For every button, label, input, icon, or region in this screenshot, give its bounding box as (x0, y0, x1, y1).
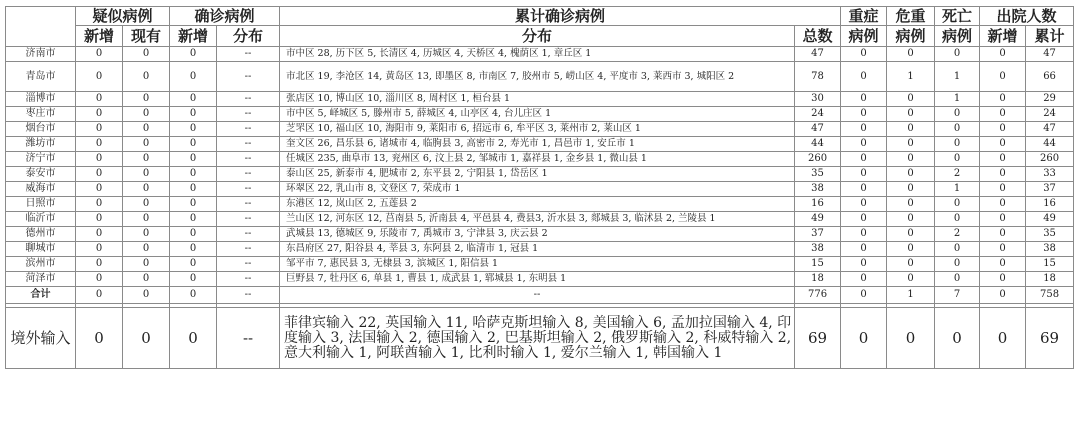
discharged-cumulative: 24 (1026, 107, 1074, 122)
header-cumulative-distribution: 分布 (280, 26, 795, 47)
total-confirmed-distribution: -- (217, 287, 280, 304)
discharged-new: 0 (980, 47, 1026, 62)
death-count: 1 (935, 62, 980, 92)
discharged-cumulative: 260 (1026, 152, 1074, 167)
death-count: 0 (935, 272, 980, 287)
critical-count: 0 (887, 197, 935, 212)
severe-count: 0 (841, 212, 887, 227)
total-suspected-new: 0 (76, 287, 123, 304)
discharged-new: 0 (980, 227, 1026, 242)
suspected-current: 0 (123, 122, 170, 137)
discharged-cumulative: 16 (1026, 197, 1074, 212)
total-discharged-new: 0 (980, 287, 1026, 304)
suspected-current: 0 (123, 107, 170, 122)
discharged-cumulative: 49 (1026, 212, 1074, 227)
suspected-current: 0 (123, 272, 170, 287)
city-rows (6, 47, 1074, 287)
suspected-new: 0 (76, 167, 123, 182)
overseas-death: 0 (935, 308, 980, 369)
discharged-cumulative: 47 (1026, 122, 1074, 137)
confirmed-distribution: -- (217, 257, 280, 272)
death-count: 0 (935, 47, 980, 62)
discharged-cumulative: 66 (1026, 62, 1074, 92)
death-count: 1 (935, 182, 980, 197)
death-count: 0 (935, 152, 980, 167)
suspected-current: 0 (123, 242, 170, 257)
city-name: 烟台市 (6, 122, 76, 137)
total-count: 44 (795, 137, 841, 152)
header-death: 死亡 (935, 7, 980, 26)
total-confirmed-new: 0 (170, 287, 217, 304)
total-count: 78 (795, 62, 841, 92)
confirmed-new: 0 (170, 47, 217, 62)
overseas-distribution: 菲律宾输入 22, 英国输入 11, 哈萨克斯坦输入 8, 美国输入 6, 孟加拉国输入 4, 印度输入 3, 法国输入 2, 德国输入 2, 巴基斯坦输入 2, 俄罗斯输入 2, 科威特输入 2, 意大利输入 1, 阿联酋输入 1, 比利时输入 1, 爱尔兰输入 1, 韩国输入 1 (280, 308, 795, 369)
district-distribution: 市北区 19, 李沧区 14, 黄岛区 13, 即墨区 8, 市南区 7, 胶州市 5, 崂山区 4, 平度市 3, 莱西市 3, 城阳区 2 (280, 62, 795, 92)
table-row (6, 62, 1074, 92)
discharged-new: 0 (980, 137, 1026, 152)
confirmed-new: 0 (170, 182, 217, 197)
district-distribution: 市中区 28, 历下区 5, 长清区 4, 历城区 4, 天桥区 4, 槐荫区 1, 章丘区 1 (280, 47, 795, 62)
confirmed-distribution: -- (217, 182, 280, 197)
discharged-cumulative: 15 (1026, 257, 1074, 272)
header-confirmed-distribution: 分布 (217, 26, 280, 47)
total-label: 合计 (6, 287, 76, 304)
suspected-current: 0 (123, 62, 170, 92)
header-confirmed: 确诊病例 (170, 7, 280, 26)
discharged-cumulative: 38 (1026, 242, 1074, 257)
critical-count: 0 (887, 257, 935, 272)
total-count: 49 (795, 212, 841, 227)
critical-count: 0 (887, 227, 935, 242)
confirmed-distribution: -- (217, 272, 280, 287)
suspected-current: 0 (123, 197, 170, 212)
overseas-severe: 0 (841, 308, 887, 369)
critical-count: 0 (887, 107, 935, 122)
confirmed-new: 0 (170, 152, 217, 167)
total-count: 30 (795, 92, 841, 107)
district-distribution: 东昌府区 27, 阳谷县 4, 莘县 3, 东阿县 2, 临清市 1, 冠县 1 (280, 242, 795, 257)
suspected-current: 0 (123, 137, 170, 152)
overseas-confirmed-distribution: -- (217, 308, 280, 369)
district-distribution: 巨野县 7, 牡丹区 6, 单县 1, 曹县 1, 成武县 1, 郓城县 1, 东明县 1 (280, 272, 795, 287)
district-distribution: 东港区 12, 岚山区 2, 五莲县 2 (280, 197, 795, 212)
header-suspected-new: 新增 (76, 26, 123, 47)
table-row (6, 137, 1074, 152)
discharged-new: 0 (980, 212, 1026, 227)
city-name: 威海市 (6, 182, 76, 197)
header-suspected: 疑似病例 (76, 7, 170, 26)
critical-count: 0 (887, 242, 935, 257)
confirmed-new: 0 (170, 212, 217, 227)
header-death-case: 病例 (935, 26, 980, 47)
confirmed-distribution: -- (217, 197, 280, 212)
header-severe: 重症 (841, 7, 887, 26)
critical-count: 0 (887, 122, 935, 137)
header-critical: 危重 (887, 7, 935, 26)
district-distribution: 张店区 10, 博山区 10, 淄川区 8, 周村区 1, 桓台县 1 (280, 92, 795, 107)
discharged-cumulative: 18 (1026, 272, 1074, 287)
suspected-new: 0 (76, 122, 123, 137)
total-count: 37 (795, 227, 841, 242)
city-name: 济南市 (6, 47, 76, 62)
overseas-row (6, 308, 1074, 369)
total-discharged-cumulative: 758 (1026, 287, 1074, 304)
district-distribution: 武城县 13, 德城区 9, 乐陵市 7, 禹城市 3, 宁津县 3, 庆云县 2 (280, 227, 795, 242)
severe-count: 0 (841, 197, 887, 212)
confirmed-distribution: -- (217, 212, 280, 227)
total-death: 7 (935, 287, 980, 304)
city-name: 济宁市 (6, 152, 76, 167)
discharged-new: 0 (980, 122, 1026, 137)
suspected-current: 0 (123, 47, 170, 62)
confirmed-distribution: -- (217, 122, 280, 137)
death-count: 0 (935, 122, 980, 137)
discharged-cumulative: 29 (1026, 92, 1074, 107)
death-count: 1 (935, 92, 980, 107)
table-row (6, 197, 1074, 212)
suspected-new: 0 (76, 107, 123, 122)
confirmed-new: 0 (170, 137, 217, 152)
suspected-new: 0 (76, 212, 123, 227)
table-row (6, 107, 1074, 122)
city-name: 德州市 (6, 227, 76, 242)
table-row (6, 242, 1074, 257)
confirmed-distribution: -- (217, 152, 280, 167)
total-count: 24 (795, 107, 841, 122)
table-row (6, 152, 1074, 167)
table-row (6, 92, 1074, 107)
header-critical-case: 病例 (887, 26, 935, 47)
confirmed-new: 0 (170, 167, 217, 182)
death-count: 2 (935, 167, 980, 182)
header-severe-case: 病例 (841, 26, 887, 47)
confirmed-new: 0 (170, 62, 217, 92)
severe-count: 0 (841, 167, 887, 182)
severe-count: 0 (841, 152, 887, 167)
table-row (6, 167, 1074, 182)
total-count: 16 (795, 197, 841, 212)
suspected-new: 0 (76, 62, 123, 92)
district-distribution: 环翠区 22, 乳山市 8, 文登区 7, 荣成市 1 (280, 182, 795, 197)
critical-count: 0 (887, 47, 935, 62)
district-distribution: 市中区 5, 峄城区 5, 滕州市 5, 薛城区 4, 山亭区 4, 台儿庄区 1 (280, 107, 795, 122)
total-count: 38 (795, 242, 841, 257)
total-suspected-current: 0 (123, 287, 170, 304)
critical-count: 0 (887, 182, 935, 197)
suspected-current: 0 (123, 152, 170, 167)
header-row-1 (6, 7, 1074, 26)
suspected-new: 0 (76, 47, 123, 62)
discharged-new: 0 (980, 107, 1026, 122)
table-row (6, 212, 1074, 227)
overseas-label: 境外输入 (6, 308, 76, 369)
header-suspected-current: 现有 (123, 26, 170, 47)
city-name: 青岛市 (6, 62, 76, 92)
overseas-suspected-new: 0 (76, 308, 123, 369)
confirmed-distribution: -- (217, 107, 280, 122)
district-distribution: 泰山区 25, 新泰市 4, 肥城市 2, 东平县 2, 宁阳县 1, 岱岳区 1 (280, 167, 795, 182)
critical-count: 0 (887, 152, 935, 167)
overseas-confirmed-new: 0 (170, 308, 217, 369)
confirmed-distribution: -- (217, 62, 280, 92)
total-count: 260 (795, 152, 841, 167)
city-name: 潍坊市 (6, 137, 76, 152)
critical-count: 0 (887, 137, 935, 152)
total-count: 18 (795, 272, 841, 287)
discharged-new: 0 (980, 182, 1026, 197)
total-count: 47 (795, 47, 841, 62)
header-discharged: 出院人数 (980, 7, 1074, 26)
death-count: 0 (935, 137, 980, 152)
suspected-new: 0 (76, 257, 123, 272)
discharged-cumulative: 44 (1026, 137, 1074, 152)
overseas-discharged-new: 0 (980, 308, 1026, 369)
suspected-new: 0 (76, 197, 123, 212)
overseas-total: 69 (795, 308, 841, 369)
table-row (6, 272, 1074, 287)
city-name: 临沂市 (6, 212, 76, 227)
total-severe: 0 (841, 287, 887, 304)
total-count: 47 (795, 122, 841, 137)
death-count: 0 (935, 242, 980, 257)
total-distribution: -- (280, 287, 795, 304)
confirmed-distribution: -- (217, 167, 280, 182)
discharged-new: 0 (980, 257, 1026, 272)
city-name: 日照市 (6, 197, 76, 212)
table-row (6, 122, 1074, 137)
confirmed-new: 0 (170, 242, 217, 257)
suspected-new: 0 (76, 227, 123, 242)
critical-count: 0 (887, 212, 935, 227)
discharged-new: 0 (980, 167, 1026, 182)
discharged-cumulative: 47 (1026, 47, 1074, 62)
city-name: 菏泽市 (6, 272, 76, 287)
severe-count: 0 (841, 62, 887, 92)
district-distribution: 邹平市 7, 惠民县 3, 无棣县 3, 滨城区 1, 阳信县 1 (280, 257, 795, 272)
table-row (6, 182, 1074, 197)
confirmed-distribution: -- (217, 47, 280, 62)
header-row-2 (6, 26, 1074, 47)
total-count: 776 (795, 287, 841, 304)
overseas-critical: 0 (887, 308, 935, 369)
overseas-suspected-current: 0 (123, 308, 170, 369)
death-count: 2 (935, 227, 980, 242)
severe-count: 0 (841, 137, 887, 152)
city-name: 淄博市 (6, 92, 76, 107)
suspected-current: 0 (123, 92, 170, 107)
total-critical: 1 (887, 287, 935, 304)
discharged-new: 0 (980, 92, 1026, 107)
discharged-cumulative: 37 (1026, 182, 1074, 197)
header-discharged-new: 新增 (980, 26, 1026, 47)
header-confirmed-new: 新增 (170, 26, 217, 47)
confirmed-new: 0 (170, 92, 217, 107)
suspected-new: 0 (76, 92, 123, 107)
confirmed-distribution: -- (217, 137, 280, 152)
discharged-new: 0 (980, 62, 1026, 92)
death-count: 0 (935, 107, 980, 122)
critical-count: 0 (887, 272, 935, 287)
city-name: 枣庄市 (6, 107, 76, 122)
suspected-current: 0 (123, 212, 170, 227)
table-row (6, 47, 1074, 62)
suspected-new: 0 (76, 182, 123, 197)
total-count: 15 (795, 257, 841, 272)
severe-count: 0 (841, 107, 887, 122)
suspected-current: 0 (123, 227, 170, 242)
severe-count: 0 (841, 272, 887, 287)
critical-count: 1 (887, 62, 935, 92)
district-distribution: 兰山区 12, 河东区 12, 莒南县 5, 沂南县 4, 平邑县 4, 费县3, 沂水县 3, 郯城县 3, 临沭县 2, 兰陵县 1 (280, 212, 795, 227)
discharged-new: 0 (980, 197, 1026, 212)
total-count: 35 (795, 167, 841, 182)
severe-count: 0 (841, 227, 887, 242)
severe-count: 0 (841, 257, 887, 272)
severe-count: 0 (841, 92, 887, 107)
header-total: 总数 (795, 26, 841, 47)
district-distribution: 任城区 235, 曲阜市 13, 兖州区 6, 汶上县 2, 邹城市 1, 嘉祥县 1, 金乡县 1, 微山县 1 (280, 152, 795, 167)
severe-count: 0 (841, 122, 887, 137)
suspected-current: 0 (123, 182, 170, 197)
suspected-current: 0 (123, 257, 170, 272)
discharged-new: 0 (980, 272, 1026, 287)
death-count: 0 (935, 257, 980, 272)
death-count: 0 (935, 197, 980, 212)
discharged-new: 0 (980, 152, 1026, 167)
confirmed-distribution: -- (217, 92, 280, 107)
district-distribution: 奎文区 26, 昌乐县 6, 诸城市 4, 临朐县 3, 高密市 2, 寿光市 1, 昌邑市 1, 安丘市 1 (280, 137, 795, 152)
discharged-cumulative: 35 (1026, 227, 1074, 242)
severe-count: 0 (841, 182, 887, 197)
table-row (6, 227, 1074, 242)
overseas-discharged-cumulative: 69 (1026, 308, 1074, 369)
confirmed-new: 0 (170, 122, 217, 137)
total-row (6, 287, 1074, 304)
confirmed-new: 0 (170, 272, 217, 287)
discharged-cumulative: 33 (1026, 167, 1074, 182)
total-count: 38 (795, 182, 841, 197)
city-name: 聊城市 (6, 242, 76, 257)
table-row (6, 257, 1074, 272)
district-distribution: 芝罘区 10, 福山区 10, 海阳市 9, 莱阳市 6, 招远市 6, 牟平区 3, 莱州市 2, 莱山区 1 (280, 122, 795, 137)
severe-count: 0 (841, 242, 887, 257)
confirmed-new: 0 (170, 197, 217, 212)
header-cumulative: 累计确诊病例 (280, 7, 841, 26)
severe-count: 0 (841, 47, 887, 62)
epidemic-table (5, 6, 1074, 369)
confirmed-distribution: -- (217, 227, 280, 242)
confirmed-new: 0 (170, 107, 217, 122)
city-name: 泰安市 (6, 167, 76, 182)
critical-count: 0 (887, 92, 935, 107)
suspected-current: 0 (123, 167, 170, 182)
critical-count: 0 (887, 167, 935, 182)
discharged-new: 0 (980, 242, 1026, 257)
suspected-new: 0 (76, 137, 123, 152)
header-city-blank (6, 7, 76, 47)
header-discharged-cumulative: 累计 (1026, 26, 1074, 47)
confirmed-distribution: -- (217, 242, 280, 257)
suspected-new: 0 (76, 242, 123, 257)
confirmed-new: 0 (170, 257, 217, 272)
confirmed-new: 0 (170, 227, 217, 242)
death-count: 0 (935, 212, 980, 227)
suspected-new: 0 (76, 152, 123, 167)
suspected-new: 0 (76, 272, 123, 287)
city-name: 滨州市 (6, 257, 76, 272)
